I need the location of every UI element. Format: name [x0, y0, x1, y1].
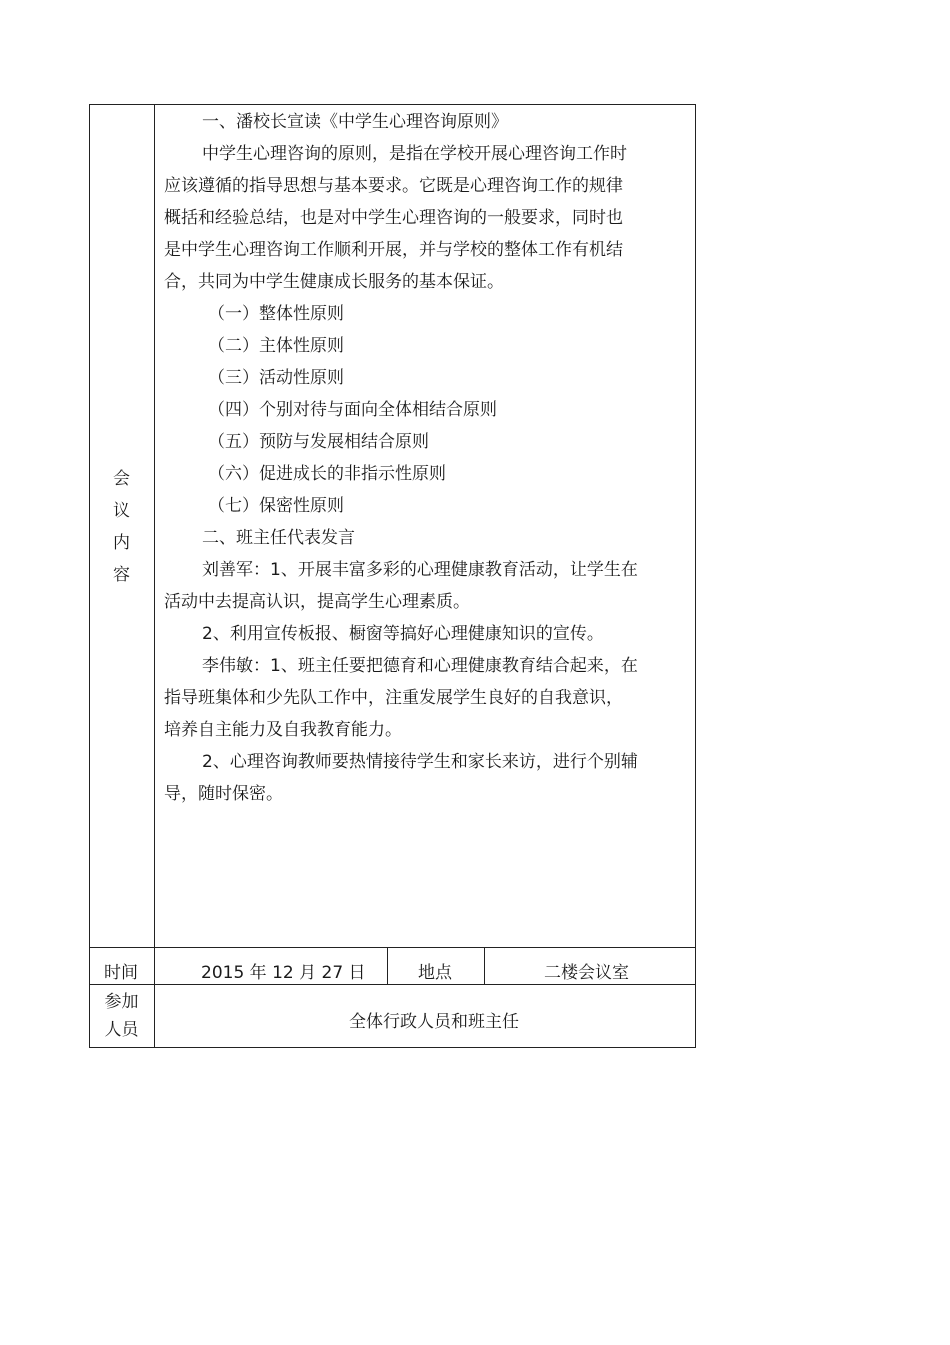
- participants-label: [89, 988, 154, 1044]
- content-line: （二）主体性原则: [208, 336, 344, 356]
- content-line: （七）保密性原则: [208, 496, 344, 516]
- table-border-top: [89, 104, 696, 105]
- content-line: （五）预防与发展相结合原则: [208, 432, 429, 452]
- table-border-label-col: [154, 104, 155, 1048]
- participants-label-line: 人员: [104, 1020, 139, 1040]
- meeting-location: 二楼会议室: [544, 963, 629, 983]
- content-line: 是中学生心理咨询工作顺利开展，并与学校的整体工作有机结: [164, 240, 623, 260]
- place-label: 地点: [418, 963, 452, 983]
- table-border-bottom: [89, 1047, 696, 1048]
- content-label-char: 容: [113, 565, 130, 585]
- content-line: 导，随时保密。: [164, 784, 283, 804]
- content-line: 刘善军：1、开展丰富多彩的心理健康教育活动，让学生在: [202, 560, 638, 580]
- content-line: 培养自主能力及自我教育能力。: [164, 720, 402, 740]
- participants-label-line: 参加: [104, 992, 139, 1012]
- content-label-char: 内: [113, 533, 130, 553]
- content-line: （六）促进成长的非指示性原则: [208, 464, 446, 484]
- meeting-record-table: [89, 104, 696, 1048]
- content-label-char: 会: [113, 469, 130, 489]
- content-line: 概括和经验总结，也是对中学生心理咨询的一般要求，同时也: [164, 208, 623, 228]
- content-line: 2、心理咨询教师要热情接待学生和家长来访，进行个别辅: [202, 752, 638, 772]
- content-line: 活动中去提高认识，提高学生心理素质。: [164, 592, 470, 612]
- content-line: 指导班集体和少先队工作中，注重发展学生良好的自我意识，: [164, 688, 623, 708]
- meeting-date: 2015 年 12 月 27 日: [201, 963, 366, 983]
- content-line: （一）整体性原则: [208, 304, 344, 324]
- participants-value: 全体行政人员和班主任: [349, 1012, 519, 1032]
- meeting-content: [164, 106, 674, 810]
- content-line: 应该遵循的指导思想与基本要求。它既是心理咨询工作的规律: [164, 176, 623, 196]
- table-border-time-mid2: [484, 947, 485, 985]
- content-line: 合，共同为中学生健康成长服务的基本保证。: [164, 272, 504, 292]
- table-border-row1: [89, 947, 696, 948]
- content-line: 2、利用宣传板报、橱窗等搞好心理健康知识的宣传。: [202, 624, 604, 644]
- table-border-time-mid1: [387, 947, 388, 985]
- content-label-char: 议: [113, 501, 130, 521]
- content-label: [89, 463, 154, 591]
- table-border-row2: [89, 984, 696, 985]
- time-label: 时间: [104, 963, 138, 983]
- table-border-right: [695, 104, 696, 1048]
- content-line: 一、潘校长宣读《中学生心理咨询原则》: [202, 112, 508, 132]
- content-line: （三）活动性原则: [208, 368, 344, 388]
- content-line: 二、班主任代表发言: [202, 528, 355, 548]
- content-line: （四）个别对待与面向全体相结合原则: [208, 400, 497, 420]
- content-line: 中学生心理咨询的原则，是指在学校开展心理咨询工作时: [202, 144, 627, 164]
- content-line: 李伟敏：1、班主任要把德育和心理健康教育结合起来，在: [202, 656, 638, 676]
